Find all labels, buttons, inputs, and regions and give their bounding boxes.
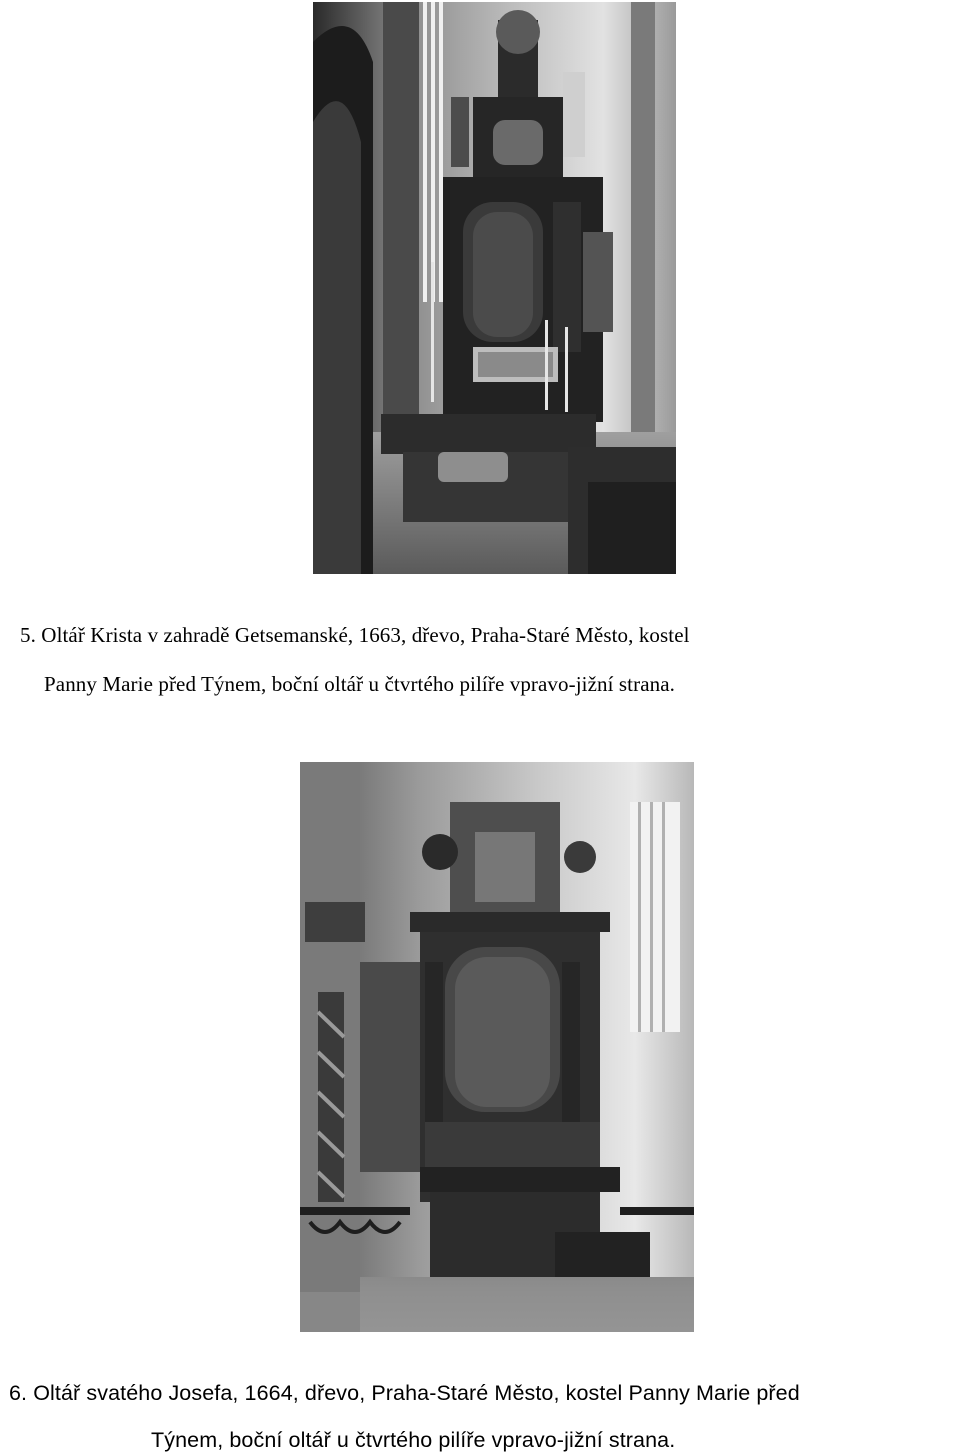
altar-photo-2-drawing	[300, 762, 694, 1332]
figure-6-caption-line-2: Týnem, boční oltář u čtvrtého pilíře vpravo-jižní strana.	[151, 1428, 676, 1452]
figure-5-caption-line-2: Panny Marie před Týnem, boční oltář u čtvrtého pilíře vpravo-jižní strana.	[44, 672, 675, 696]
altar-photo-2	[300, 762, 694, 1332]
altar-photo-1-drawing	[313, 2, 676, 574]
figure-5-caption-line-1: 5. Oltář Krista v zahradě Getsemanské, 1663, dřevo, Praha-Staré Město, kostel	[20, 623, 690, 647]
altar-photo-1	[313, 2, 676, 574]
figure-6-caption-line-1: 6. Oltář svatého Josefa, 1664, dřevo, Praha-Staré Město, kostel Panny Marie před	[9, 1381, 800, 1405]
